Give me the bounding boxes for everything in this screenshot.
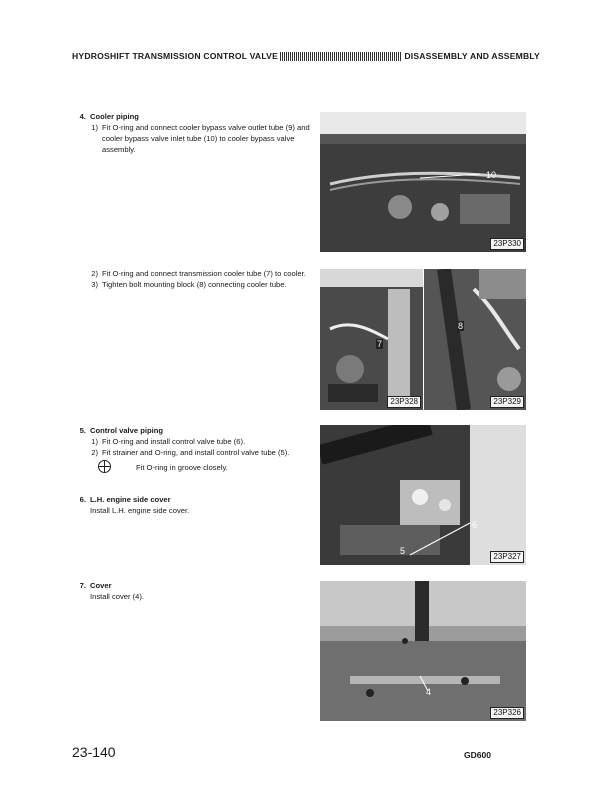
section-control-valve-piping <box>72 425 312 476</box>
header-left-title: HYDROSHIFT TRANSMISSION CONTROL VALVE <box>72 51 279 61</box>
photo-label: 23P328 <box>387 396 421 408</box>
photo-23p328 <box>320 269 423 410</box>
model-code: GD600 <box>464 750 491 760</box>
photo-23p327 <box>320 425 526 565</box>
callout-label: 10 <box>486 170 497 180</box>
photo-23p328-art <box>320 269 423 410</box>
section-side-cover <box>72 494 312 516</box>
section-text: Install cover (4). <box>90 592 145 601</box>
section-title: 4. Cooler piping <box>79 112 139 121</box>
callout-label: 5 <box>400 546 406 556</box>
header-right-title: DISASSEMBLY AND ASSEMBLY <box>404 51 540 61</box>
step-item: 2) Fit O-ring and connect transmission cooler tube (7) to cooler. <box>91 269 306 278</box>
section-text: Install L.H. engine side cover. <box>90 506 190 515</box>
section-title: 7. Cover <box>79 581 112 590</box>
section-cooler-piping <box>72 111 312 155</box>
page-header <box>72 49 540 63</box>
step-item: 1) Fit O-ring and connect cooler bypass valve outlet tube (9) and cooler bypass valve inlet tube (10) to cooler bypass valve assembly. <box>91 123 310 154</box>
page-number: 23-140 <box>72 744 116 760</box>
callout-label: 4 <box>426 687 432 697</box>
o-ring-note-icon <box>98 460 111 473</box>
step-item: 2) Fit strainer and O-ring, and install control valve tube (5). <box>91 448 290 457</box>
photo-23p327-art <box>320 425 526 565</box>
photo-label: 23P330 <box>490 238 524 250</box>
section-title: 6. L.H. engine side cover <box>79 495 171 504</box>
section-cover <box>72 580 312 602</box>
callout-label: 8 <box>458 321 464 331</box>
callout-label: 7 <box>377 339 383 349</box>
callout-label: 6 <box>472 520 478 530</box>
photo-23p326-art <box>320 581 526 721</box>
note-text: Fit O-ring in groove closely. <box>136 463 228 472</box>
section-cooler-piping-cont <box>72 268 312 290</box>
photo-23p330 <box>320 112 526 252</box>
section-title: 5. Control valve piping <box>79 426 163 435</box>
photo-label: 23P326 <box>490 707 524 719</box>
header-hatch-rule <box>280 52 402 61</box>
photo-label: 23P329 <box>490 396 524 408</box>
photo-23p329-art <box>424 269 526 410</box>
photo-23p329 <box>424 269 526 410</box>
photo-23p326 <box>320 581 526 721</box>
photo-23p330-art <box>320 112 526 252</box>
step-item: 3) Tighten bolt mounting block (8) connecting cooler tube. <box>91 280 287 289</box>
note-row <box>84 460 312 476</box>
step-item: 1) Fit O-ring and install control valve tube (6). <box>91 437 246 446</box>
photo-label: 23P327 <box>490 551 524 563</box>
